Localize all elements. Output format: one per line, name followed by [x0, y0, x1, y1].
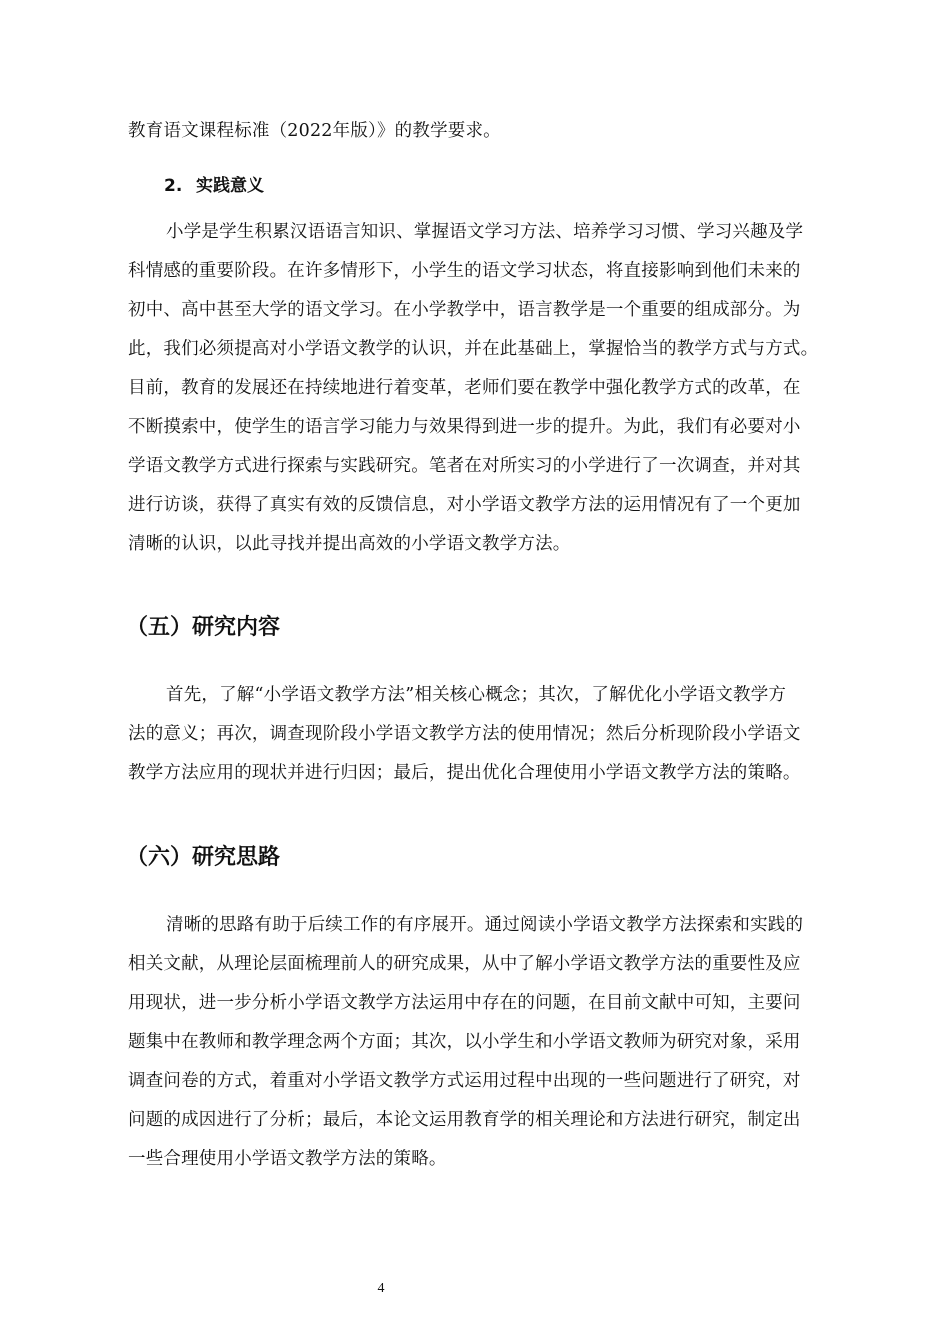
subsection-number: 2.	[164, 176, 183, 196]
paragraph-line: 小学是学生积累汉语语言知识、掌握语文学习方法、培养学习习惯、学习兴趣及学	[166, 222, 804, 242]
paragraph-line: 调查问卷的方式，着重对小学语文教学方式运用过程中出现的一些问题进行了研究，对	[128, 1071, 801, 1091]
paragraph-line: 清晰的认识，以此寻找并提出高效的小学语文教学方法。	[128, 534, 571, 554]
paragraph-line: 此，我们必须提高对小学语文教学的认识，并在此基础上，掌握恰当的教学方式与方式。	[128, 339, 819, 359]
paragraph-line: 学语文教学方式进行探索与实践研究。笔者在对所实习的小学进行了一次调查，并对其	[128, 456, 801, 476]
paragraph-line: 问题的成因进行了分析；最后，本论文运用教育学的相关理论和方法进行研究，制定出	[128, 1110, 801, 1130]
paragraph-line: 科情感的重要阶段。在许多情形下，小学生的语文学习状态，将直接影响到他们未来的	[128, 261, 801, 281]
section-six-heading: （六）研究思路	[126, 845, 281, 870]
paragraph-line: 初中、高中甚至大学的语文学习。在小学教学中，语言教学是一个重要的组成部分。为	[128, 300, 801, 320]
paragraph-line: 题集中在教师和教学理念两个方面；其次，以小学生和小学语文教师为研究对象，采用	[128, 1032, 801, 1052]
paragraph-line: 目前，教育的发展还在持续地进行着变革，老师们要在教学中强化教学方式的改革，在	[128, 378, 801, 398]
paragraph-line: 进行访谈，获得了真实有效的反馈信息，对小学语文教学方法的运用情况有了一个更加	[128, 495, 801, 515]
page-number: 4	[377, 1281, 385, 1296]
paragraph-line: 一些合理使用小学语文教学方法的策略。	[128, 1149, 447, 1169]
paragraph-line: 不断摸索中，使学生的语言学习能力与效果得到进一步的提升。为此，我们有必要对小	[128, 417, 801, 437]
paragraph-line: 首先，了解“小学语文教学方法”相关核心概念；其次，了解优化小学语文教学方	[166, 685, 787, 705]
subsection-title: 实践意义	[196, 176, 264, 196]
section-five-heading: （五）研究内容	[126, 615, 281, 640]
subsection-heading	[164, 176, 264, 196]
paragraph-line: 法的意义；再次，调查现阶段小学语文教学方法的使用情况；然后分析现阶段小学语文	[128, 724, 801, 744]
intro-line: 教育语文课程标准（2022年版）》的教学要求。	[128, 121, 501, 141]
paragraph-line: 清晰的思路有助于后续工作的有序展开。通过阅读小学语文教学方法探索和实践的	[166, 915, 804, 935]
paragraph-line: 教学方法应用的现状并进行归因；最后，提出优化合理使用小学语文教学方法的策略。	[128, 763, 801, 783]
paragraph-line: 用现状，进一步分析小学语文教学方法运用中存在的问题，在目前文献中可知，主要问	[128, 993, 801, 1013]
paragraph-line: 相关文献，从理论层面梳理前人的研究成果，从中了解小学语文教学方法的重要性及应	[128, 954, 801, 974]
